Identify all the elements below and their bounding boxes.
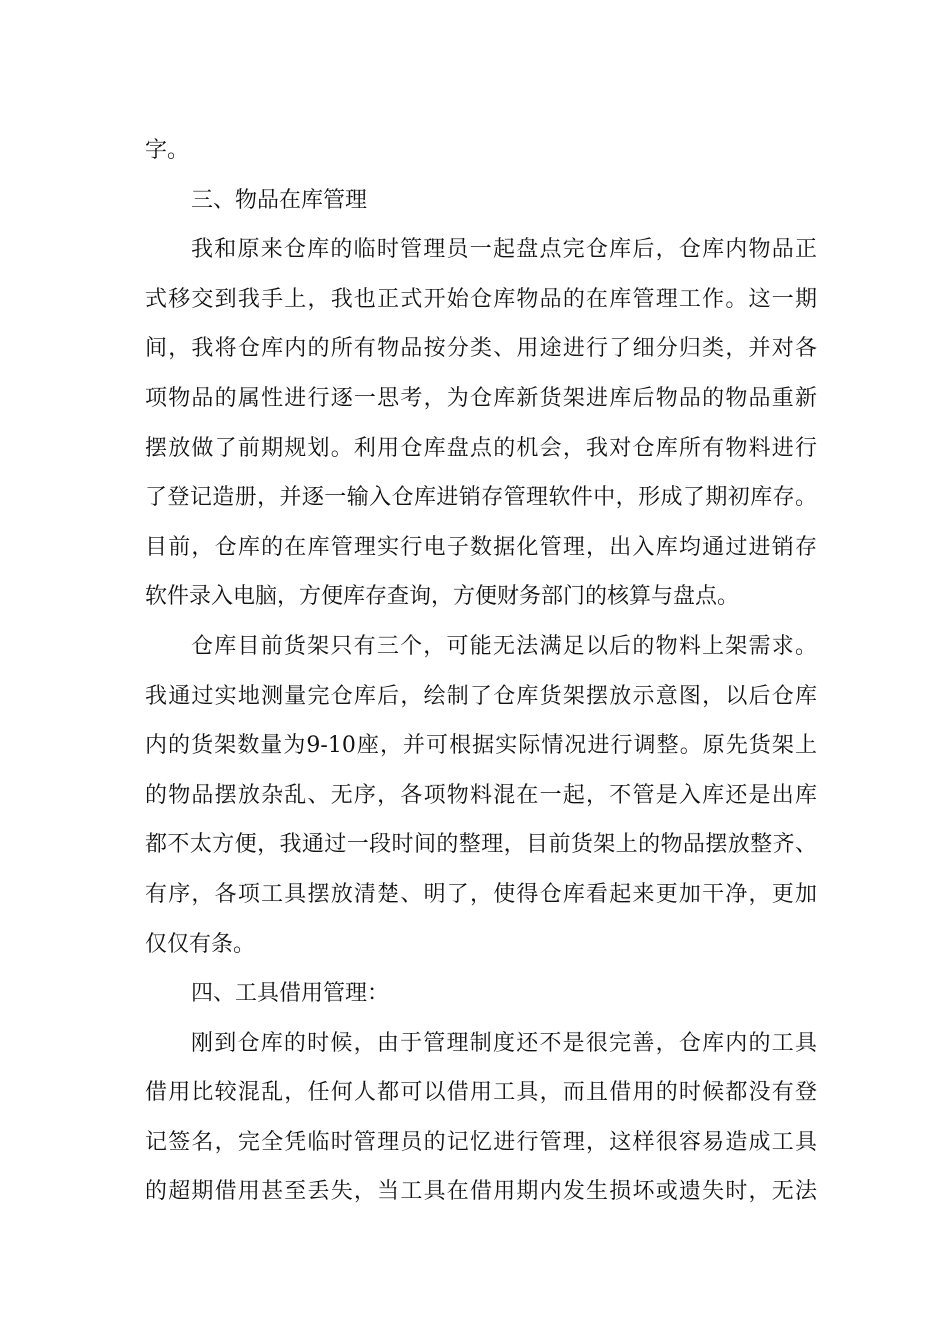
text-line: 我通过实地测量完仓库后，绘制了仓库货架摆放示意图，以后仓库 xyxy=(145,683,817,709)
text-line: 仓库目前货架只有三个，可能无法满足以后的物料上架需求。 xyxy=(191,633,817,659)
text-line: 目前，仓库的在库管理实行电子数据化管理，出入库均通过进销存 xyxy=(145,534,817,560)
text-line: 项物品的属性进行逐一思考，为仓库新货架进库后物品的物品重新 xyxy=(145,385,817,411)
text-line: 都不太方便，我通过一段时间的整理，目前货架上的物品摆放整齐、 xyxy=(145,832,817,858)
text-line: 刚到仓库的时候，由于管理制度还不是很完善，仓库内的工具 xyxy=(191,1030,817,1056)
text-line: 了登记造册，并逐一输入仓库进销存管理软件中，形成了期初库存。 xyxy=(145,485,817,511)
document-body xyxy=(145,126,817,1217)
text-line: 式移交到我手上，我也正式开始仓库物品的在库管理工作。这一期 xyxy=(145,286,817,312)
text-line: 软件录入电脑，方便库存查询，方便财务部门的核算与盘点。 xyxy=(145,584,740,610)
text-line: 间，我将仓库内的所有物品按分类、用途进行了细分归类，并对各 xyxy=(145,336,817,362)
section-heading: 四、工具借用管理： xyxy=(191,981,390,1007)
text-line: 我和原来仓库的临时管理员一起盘点完仓库后，仓库内物品正 xyxy=(191,237,817,263)
text-line: 借用比较混乱，任何人都可以借用工具，而且借用的时候都没有登 xyxy=(145,1080,817,1106)
section-heading: 三、物品在库管理 xyxy=(191,187,368,213)
text-line: 有序，各项工具摆放清楚、明了，使得仓库看起来更加干净，更加 xyxy=(145,881,817,907)
text-line: 摆放做了前期规划。利用仓库盘点的机会，我对仓库所有物料进行 xyxy=(145,435,817,461)
text-line: 仅仅有条。 xyxy=(145,931,256,957)
text-line: 的物品摆放杂乱、无序，各项物料混在一起，不管是入库还是出库 xyxy=(145,782,817,808)
text-line: 记签名，完全凭临时管理员的记忆进行管理，这样很容易造成工具 xyxy=(145,1129,817,1155)
text-line: 内的货架数量为9-10座，并可根据实际情况进行调整。原先货架上 xyxy=(145,733,817,759)
text-line: 字。 xyxy=(145,138,190,163)
text-line: 的超期借用甚至丢失，当工具在借用期内发生损坏或遗失时，无法 xyxy=(145,1179,817,1205)
